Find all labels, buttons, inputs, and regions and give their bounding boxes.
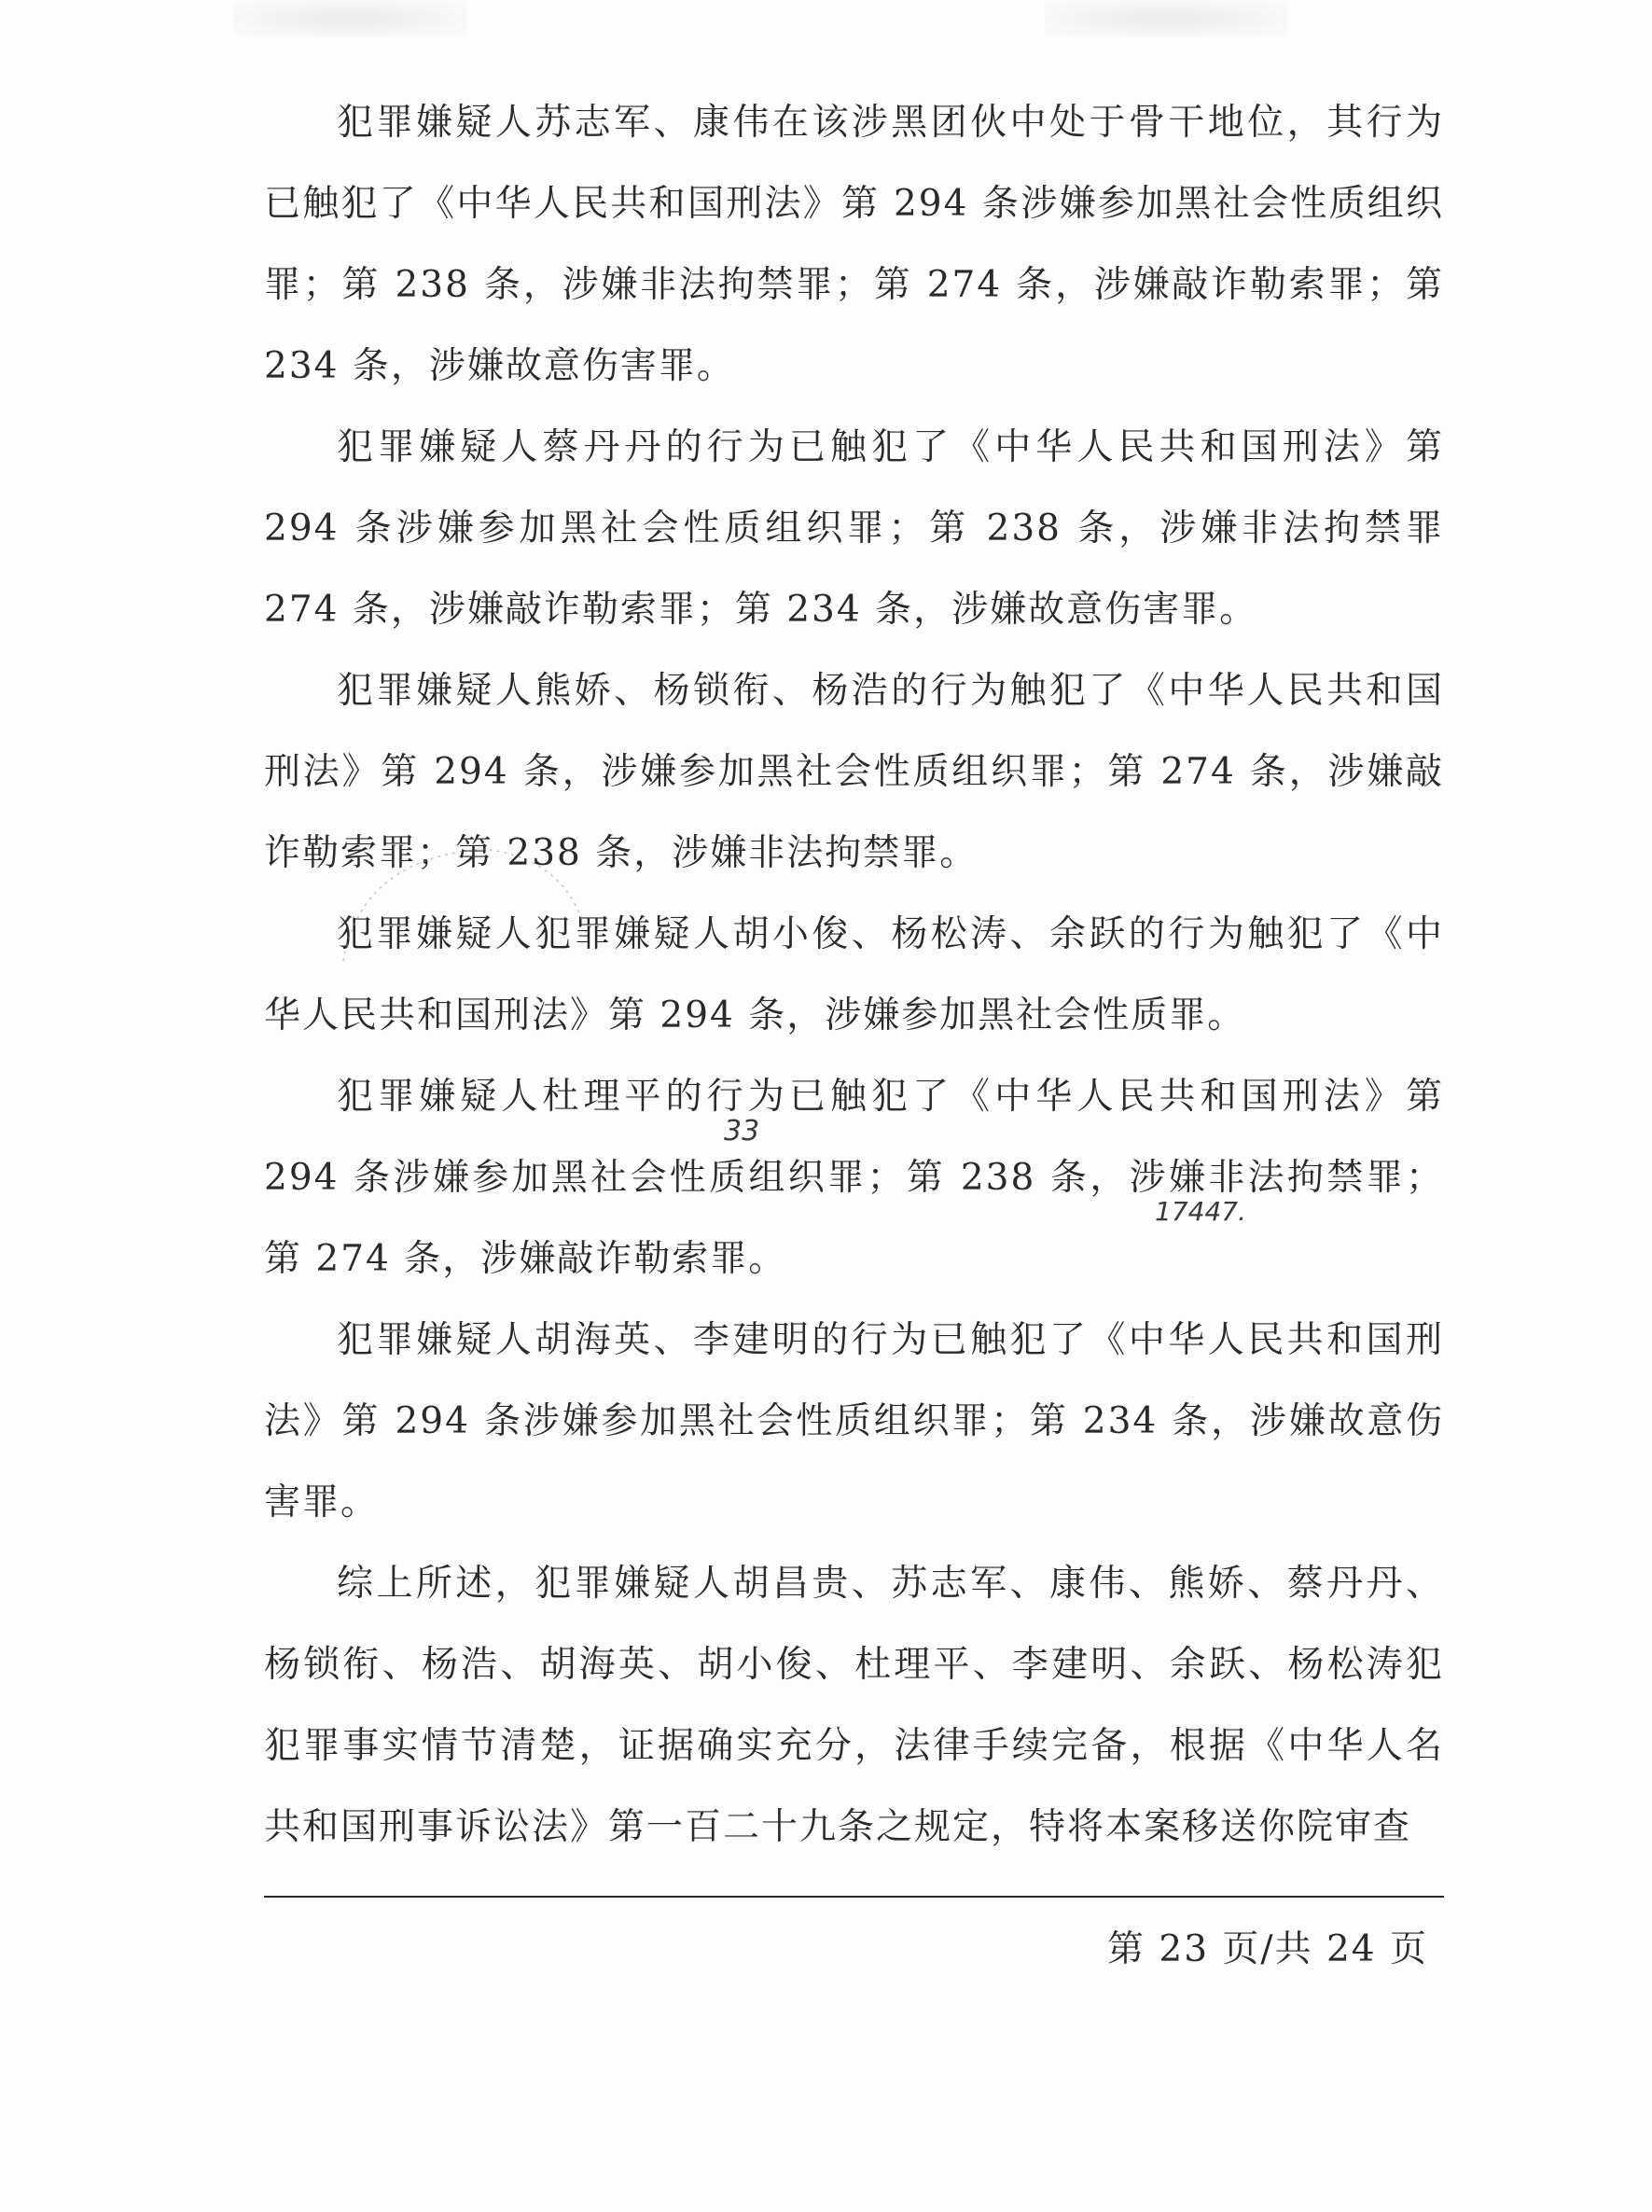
scan-smudge	[1045, 0, 1287, 37]
paragraph-summary: 综上所述，犯罪嫌疑人胡昌贵、苏志军、康伟、熊娇、蔡丹丹、杨锁衔、杨浩、胡海英、胡小俊、杜理平、李建明、余跃、杨松涛犯犯罪事实情节清楚，证据确实充分，法律手续完备，根据《中华人名共和国刑事诉讼法》第一百二十九条之规定，特将本案移送你院审查	[264, 1563, 1444, 1848]
paragraph-duliping: 犯罪嫌疑人杜理平的行为已触犯了《中华人民共和国刑法》第 294 条涉嫌参加黑社会性质组织罪；第 238 条，涉嫌非法拘禁罪；第 274 条，涉嫌敲诈勒索罪。	[264, 1076, 1444, 1280]
scan-smudge	[233, 0, 466, 37]
handwritten-annotation: 17447.	[1155, 1196, 1246, 1227]
handwritten-annotation: 33	[724, 1115, 760, 1148]
paragraph-huhaiying-lijianming: 犯罪嫌疑人胡海英、李建明的行为已触犯了《中华人民共和国刑法》第 294 条涉嫌参加黑社会性质组织罪；第 234 条，涉嫌故意伤害罪。	[264, 1319, 1444, 1523]
paragraph-xiongjiao-yang: 犯罪嫌疑人熊娇、杨锁衔、杨浩的行为触犯了《中华人民共和国刑法》第 294 条，涉嫌参加黑社会性质组织罪；第 274 条，涉嫌敲诈勒索罪；第 238 条，涉嫌非法拘禁罪。	[264, 670, 1444, 874]
paragraph-huxiaojun-yang-yu: 犯罪嫌疑人犯罪嫌疑人胡小俊、杨松涛、余跃的行为触犯了《中华人民共和国刑法》第 294 条，涉嫌参加黑社会性质罪。	[264, 913, 1444, 1036]
footer-divider	[264, 1896, 1444, 1898]
paragraph-suzhijun-kangwei: 犯罪嫌疑人苏志军、康伟在该涉黑团伙中处于骨干地位，其行为已触犯了《中华人民共和国刑法》第 294 条涉嫌参加黑社会性质组织罪；第 238 条，涉嫌非法拘禁罪；第 274 条，涉嫌敲诈勒索罪；第 234 条，涉嫌故意伤害罪。	[264, 102, 1444, 387]
page-number: 第 23 页/共 24 页	[1107, 1928, 1428, 1970]
paragraph-caidandan: 犯罪嫌疑人蔡丹丹的行为已触犯了《中华人民共和国刑法》第 294 条涉嫌参加黑社会性质组织罪；第 238 条，涉嫌非法拘禁罪 274 条，涉嫌敲诈勒索罪；第 234 条，涉嫌故意伤害罪。	[264, 426, 1444, 631]
faint-stamp-trace	[325, 821, 604, 1008]
